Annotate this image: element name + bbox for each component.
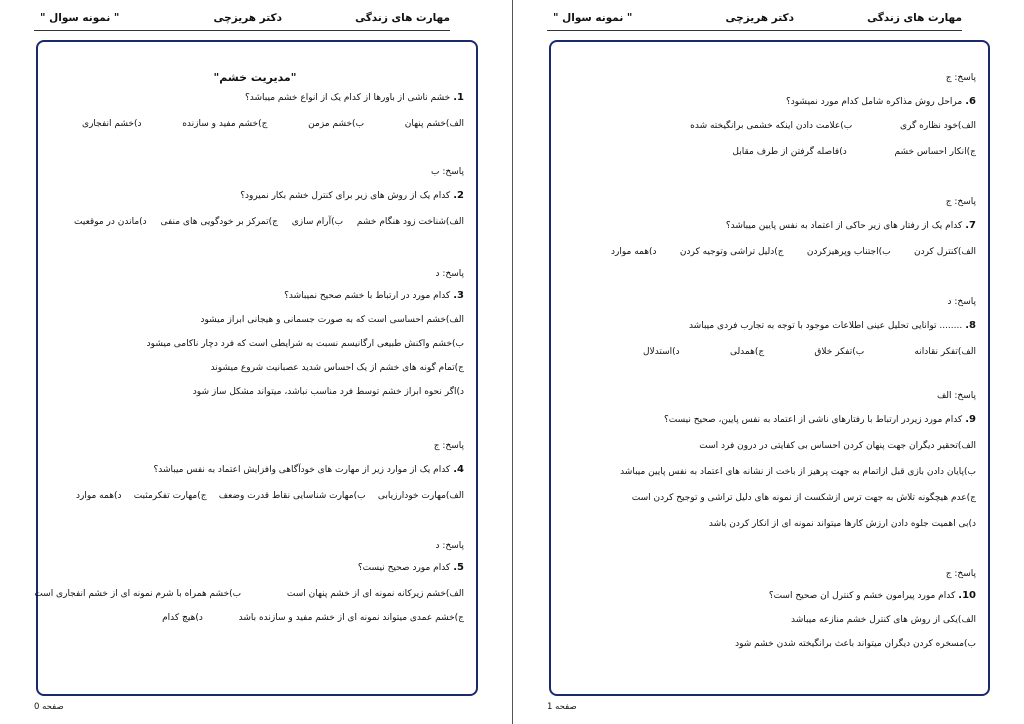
option-a: الف)تحقیر دیگران جهت پنهان کردن احساس بی کفایتی در درون فرد است xyxy=(699,441,976,451)
option-d: د)خشم انفجاری xyxy=(82,119,142,129)
answer-4: پاسخ: د xyxy=(435,541,464,551)
option-d: د)همه موارد xyxy=(611,247,657,257)
question-text: خشم ناشی از باورها از کدام یک از انواع خشم میباشد؟ xyxy=(244,93,451,103)
answer-3: پاسخ: ج xyxy=(433,441,464,451)
option-c: ج)خشم عمدی میتواند نمونه ای از خشم مفید و سازنده باشد xyxy=(238,613,464,623)
question-number: 7. xyxy=(965,220,976,231)
option-b: ب)مسخره کردن دیگران میتواند باعث برانگیخته شدن خشم شود xyxy=(735,639,976,649)
option-d: د)بی اهمیت جلوه دادن ارزش کارها میتواند نمونه ای از انکار کردن باشد xyxy=(708,519,976,529)
option-b: ب)اجتناب وپرهیزکردن xyxy=(806,247,891,257)
header-course: مهارت های زندگی xyxy=(867,12,962,24)
question-4-options xyxy=(76,490,464,502)
answer-2: پاسخ: د xyxy=(435,269,464,279)
question-text: کدام مورد در ارتباط با خشم صحیح نمیباشد؟ xyxy=(284,291,451,301)
question-6-options-row2 xyxy=(559,146,976,158)
option-c: ج)همدلی xyxy=(729,347,765,357)
option-d: د)همه موارد xyxy=(76,491,122,501)
header-author: دکتر هریزچی xyxy=(725,12,794,24)
header-course: مهارت های زندگی xyxy=(355,12,450,24)
option-c: ج)مهارت تفکرمثبت xyxy=(133,491,207,501)
page-header xyxy=(34,6,450,31)
option-a: الف)مهارت خودارزیابی xyxy=(377,491,464,501)
question-5-options-row2 xyxy=(46,612,464,624)
answer-5: پاسخ: ج xyxy=(945,73,976,83)
question-number: 10. xyxy=(958,590,976,601)
option-b: ب)تفکر خلاق xyxy=(814,347,865,357)
document-title: "مدیریت خشم" xyxy=(213,71,297,84)
option-a: الف)شناخت زود هنگام خشم xyxy=(356,217,464,227)
option-a: الف)خشم زیرکانه نمونه ای از خشم پنهان است xyxy=(286,589,464,599)
question-number: 6. xyxy=(965,96,976,107)
question-number: 8. xyxy=(965,320,976,331)
question-text: کدام یک از موارد زیر از مهارت های خودآگاهی وافزایش اعتماد به نفس میباشد؟ xyxy=(153,465,451,475)
option-c: ج)خشم مفید و سازنده xyxy=(182,119,268,129)
option-d: د)اگر نحوه ابراز خشم توسط فرد مناسب نباشد، میتواند مشکل ساز شود xyxy=(192,387,464,397)
page-frame xyxy=(549,40,990,696)
question-5-options-row1 xyxy=(34,588,464,600)
option-c: ج)تمام گونه های خشم از یک احساس شدید عصبانیت شروع میشوند xyxy=(210,363,464,373)
option-c: ج)تمرکز بر خودگویی های منفی xyxy=(160,217,278,227)
page-number: صفحه 0 xyxy=(34,702,64,712)
question-text: مراحل روش مذاکره شامل کدام مورد نمیشود؟ xyxy=(785,97,963,107)
header-label: " نمونه سوال " xyxy=(553,12,633,24)
page-content xyxy=(559,50,976,688)
question-6-options-row1 xyxy=(559,120,976,132)
question-text: کدام مورد زیردر ارتباط با رفتارهای ناشی از اعتماد به نفس پایین، صحیح نیست؟ xyxy=(663,415,963,425)
answer-7: پاسخ: د xyxy=(947,297,976,307)
option-b: ب)خشم مزمن xyxy=(308,119,365,129)
question-number: 5. xyxy=(453,562,464,573)
answer-1: پاسخ: ب xyxy=(431,167,464,177)
question-7 xyxy=(559,220,976,232)
option-c: ج)انکار احساس خشم xyxy=(894,147,976,157)
option-b: ب)آرام سازی xyxy=(291,217,344,227)
page-number: صفحه 1 xyxy=(547,702,577,712)
question-number: 3. xyxy=(453,290,464,301)
answer-9: پاسخ: ج xyxy=(945,569,976,579)
option-a: الف)خشم احساسی است که به صورت جسمانی و هیجانی ابراز میشود xyxy=(200,315,464,325)
option-b: ب)خشم واکنش طبیعی ارگانیسم نسبت به شرایطی است که فرد دچار ناکامی میشود xyxy=(146,339,464,349)
question-3 xyxy=(46,290,464,302)
question-8 xyxy=(559,320,976,332)
option-d: د)فاصله گرفتن از طرف مقابل xyxy=(732,147,847,157)
question-7-options xyxy=(611,246,976,258)
option-d: د)ماندن در موقعیت xyxy=(74,217,147,227)
option-b: ب)خشم همراه با شرم نمونه ای از خشم انفجاری است xyxy=(34,589,242,599)
answer-6: پاسخ: ج xyxy=(945,197,976,207)
question-text: کدام مورد صحیح نیست؟ xyxy=(357,563,451,573)
question-number: 9. xyxy=(965,414,976,425)
option-d: د)هیچ کدام xyxy=(162,613,203,623)
page-frame xyxy=(36,40,478,696)
question-2-options xyxy=(74,216,464,228)
option-a: الف)یکی از روش های کنترل خشم منازعه میباشد xyxy=(790,615,976,625)
header-author: دکتر هریزچی xyxy=(213,12,282,24)
question-text: کدام یک از رفتار های زیر حاکی از اعتماد به نفس پایین میباشد؟ xyxy=(725,221,963,231)
option-b: ب)مهارت شناسایی نقاط قدرت وضعف xyxy=(218,491,366,501)
option-b: ب)علامت دادن اینکه خشمی برانگیخته شده xyxy=(690,121,853,131)
question-10 xyxy=(559,590,976,602)
option-a: الف)تفکر نقادانه xyxy=(914,347,976,357)
question-4 xyxy=(46,464,464,476)
question-text: کدام مورد پیرامون خشم و کنترل ان صحیح است؟ xyxy=(768,591,956,601)
question-number: 1. xyxy=(453,92,464,103)
question-2 xyxy=(46,190,464,202)
option-a: الف)خشم پنهان xyxy=(404,119,464,129)
option-a: الف)کنترل کردن xyxy=(913,247,976,257)
option-c: ج)عدم هیچگونه تلاش به جهت ترس ازشکست از نمونه های دلیل تراشی و توجیح کردن است xyxy=(631,493,976,503)
option-b: ب)پایان دادن بازی قبل ازاتمام به جهت پرهیز از باخت از نشانه های اعتماد به نفس پایین میباشد xyxy=(620,467,976,477)
question-8-options xyxy=(643,346,976,358)
answer-8: پاسخ: الف xyxy=(936,391,976,401)
question-number: 2. xyxy=(453,190,464,201)
option-c: ج)دلیل تراشی وتوجیه کردن xyxy=(679,247,784,257)
question-9 xyxy=(559,414,976,426)
option-a: الف)خود نظاره گری xyxy=(900,121,976,131)
question-text: ........ توانایی تحلیل عینی اطلاعات موجود با توجه به تجارب فردی میباشد xyxy=(688,321,963,331)
page-content xyxy=(34,50,464,688)
option-d: د)استدلال xyxy=(643,347,680,357)
question-number: 4. xyxy=(453,464,464,475)
question-6 xyxy=(559,96,976,108)
question-1 xyxy=(46,92,464,104)
header-label: " نمونه سوال " xyxy=(40,12,120,24)
question-text: کدام یک از روش های زیر برای کنترل خشم بکار نمیرود؟ xyxy=(240,191,451,201)
question-5 xyxy=(46,562,464,574)
page-header xyxy=(547,6,962,31)
page-1 xyxy=(512,0,1024,724)
question-1-options xyxy=(82,118,464,130)
